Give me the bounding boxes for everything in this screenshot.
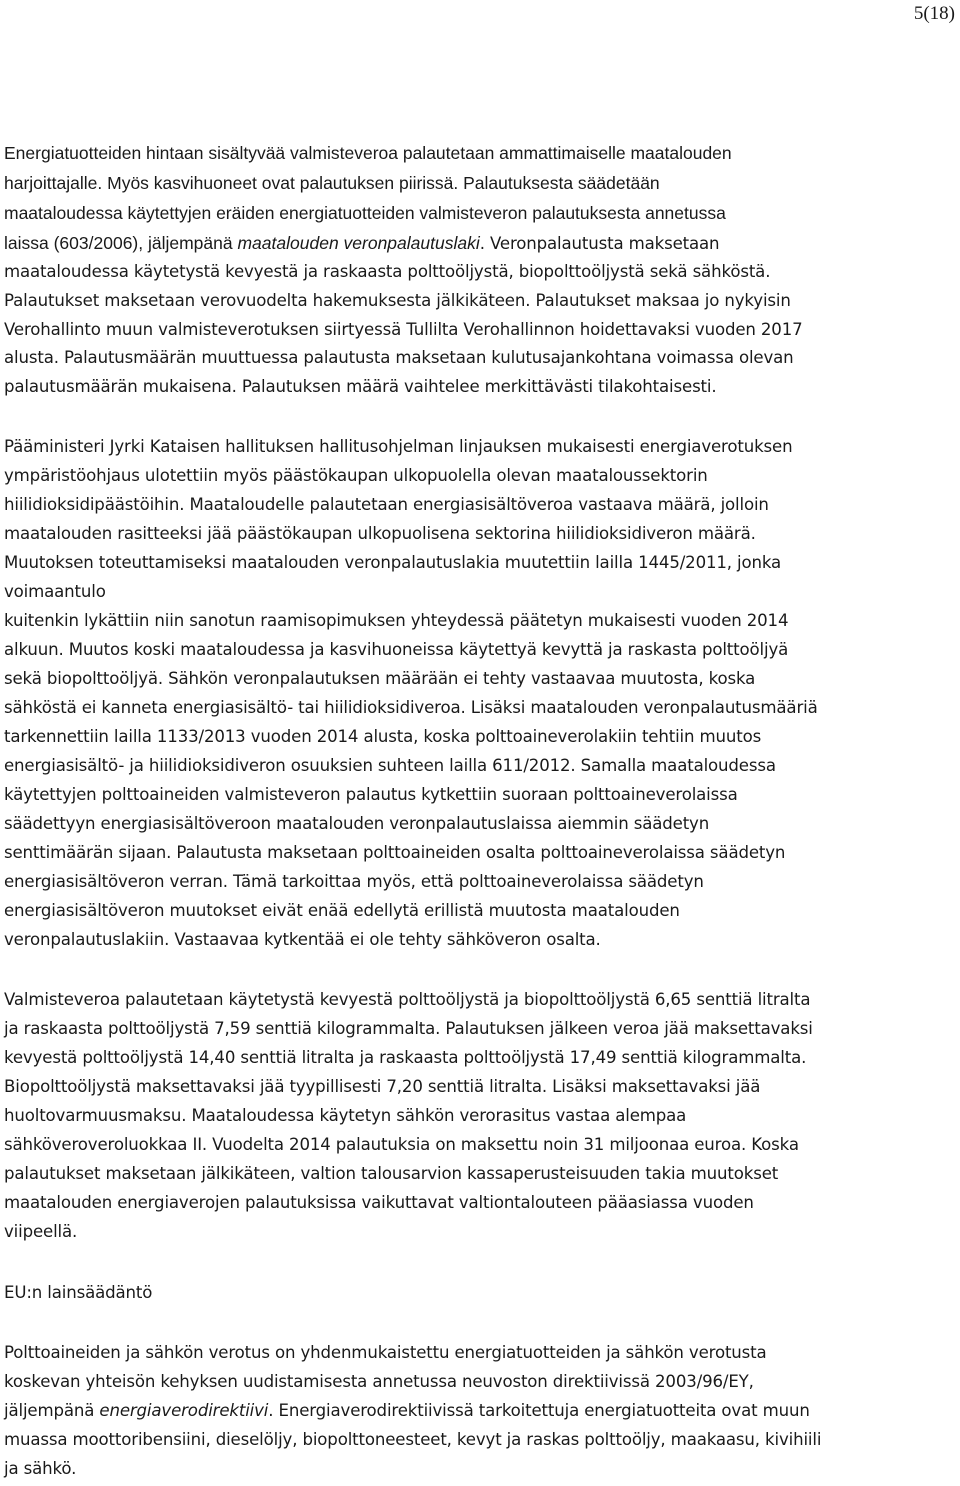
text-line: energiasisältö- ja hiilidioksidiveron osuuksien suhteen lailla 611/2012. Samalla maataloudessa: [4, 756, 776, 775]
text-line: maataloudessa käytettyjen eräiden energiatuotteiden valmisteveron palautuksesta annetussa: [4, 203, 726, 223]
text-line: maatalouden rasitteeksi jää päästökaupan ulkopuolisena sektorina hiilidioksidiveron määrä.: [4, 524, 756, 543]
text-line: jäljempänä energiaverodirektiivi. Energiaverodirektiivissä tarkoitettuja energiatuotteita ovat muun: [4, 1401, 810, 1420]
text-line: alusta. Palautusmäärän muuttuessa palautusta maksetaan kulutusajankohtana voimassa olevan: [4, 348, 794, 367]
text-line: muassa moottoribensiini, dieselöljy, biopolttoneesteet, kevyt ja raskas polttoöljy, maakaasu, kivihiili: [4, 1430, 822, 1449]
text-line: energiasisältöveron muutokset eivät enää edellytä erillistä muutosta maatalouden: [4, 901, 680, 920]
text-line: sähköstä ei kanneta energiasisältö- tai hiilidioksidiveroa. Lisäksi maatalouden veronpalautusmääriä: [4, 698, 818, 717]
text-line: laissa (603/2006), jäljempänä maatalouden veronpalautuslaki. Veronpalautusta maksetaan: [4, 233, 720, 253]
text-line: sähköveroveroluokkaa II. Vuodelta 2014 palautuksia on maksettu noin 31 miljoonaa euroa. Koska: [4, 1135, 799, 1154]
text-line: huoltovarmuusmaksu. Maataloudessa käytetyn sähkön verorasitus vastaa alempaa: [4, 1106, 687, 1125]
text-line: Palautukset maksetaan verovuodelta hakemuksesta jälkikäteen. Palautukset maksaa jo nykyisin: [4, 291, 791, 310]
text-line: senttimäärän sijaan. Palautusta maksetaan polttoaineiden osalta polttoaineverolaissa säädetyn: [4, 843, 786, 862]
text-line: harjoittajalle. Myös kasvihuoneet ovat palautuksen piirissä. Palautuksesta säädetään: [4, 173, 660, 193]
text-line: Polttoaineiden ja sähkön verotus on yhdenmukaistettu energiatuotteiden ja sähkön verotusta: [4, 1343, 767, 1362]
text-line: koskevan yhteisön kehyksen uudistamisesta annetussa neuvoston direktiivissä 2003/96/EY,: [4, 1372, 754, 1391]
text-line: palautukset maksetaan jälkikäteen, valtion talousarvion kassaperusteisuuden takia muutokset: [4, 1164, 779, 1183]
law-short-name: maatalouden veronpalautuslaki: [237, 233, 480, 253]
text-line: Biopolttoöljystä maksettavaksi jää tyypillisesti 7,20 senttiä litralta. Lisäksi maksettavaksi jää: [4, 1077, 761, 1096]
text-line: säädettyyn energiasisältöveroon maatalouden veronpalautuslaissa aiemmin säädetyn: [4, 814, 710, 833]
text-line: sekä biopolttoöljyä. Sähkön veronpalautuksen määrään ei tehty vastaavaa muutosta, koska: [4, 669, 756, 688]
text-line: Energiatuotteiden hintaan sisältyvää valmisteveroa palautetaan ammattimaiselle maatalouden: [4, 143, 732, 163]
text-line: maataloudessa käytetystä kevyestä ja raskaasta polttoöljystä, biopolttoöljystä sekä sähköstä.: [4, 262, 771, 281]
text-line: palautusmäärän mukaisena. Palautuksen määrä vaihtelee merkittävästi tilakohtaisesti.: [4, 377, 717, 396]
text-line: ja raskaasta polttoöljystä 7,59 senttiä kilogrammalta. Palautuksen jälkeen veroa jää maksettavaksi: [4, 1019, 813, 1038]
directive-short-name: energiaverodirektiivi: [99, 1401, 269, 1420]
text-line: energiasisältöveron verran. Tämä tarkoittaa myös, että polttoaineverolaissa säädetyn: [4, 872, 704, 891]
text-line: ja sähkö.: [4, 1459, 77, 1478]
text-line: hiilidioksidipäästöihin. Maataloudelle palautetaan energiasisältöveroa vastaava määrä, jolloin: [4, 495, 769, 514]
section-heading: EU:n lainsäädäntö: [4, 1283, 153, 1302]
text-line: kuitenkin lykättiin niin sanotun raamisopimuksen yhteydessä päätetyn mukaisesti vuoden 2014: [4, 611, 789, 630]
text-line: veronpalautuslakiin. Vastaavaa kytkentää ei ole tehty sähköveron osalta.: [4, 930, 601, 949]
text-line: voimaantulo: [4, 582, 106, 601]
text-line: alkuun. Muutos koski maataloudessa ja kasvihuoneissa käytettyä kevyttä ja raskasta polttoöljyä: [4, 640, 789, 659]
text-line: tarkennettiin lailla 1133/2013 vuoden 2014 alusta, koska polttoaineverolakiin tehtiin muutos: [4, 727, 762, 746]
text-line: kevyestä polttoöljystä 14,40 senttiä litralta ja raskaasta polttoöljystä 17,49 senttiä kilogrammalta.: [4, 1048, 807, 1067]
text-line: Verohallinto muun valmisteverotuksen siirtyessä Tullilta Verohallinnon hoidettavaksi vuoden 2017: [4, 320, 803, 339]
text-line: Valmisteveroa palautetaan käytetystä kevyestä polttoöljystä ja biopolttoöljystä 6,65 senttiä litralta: [4, 990, 811, 1009]
text-line: käytettyjen polttoaineiden valmisteveron palautus kytkettiin suoraan polttoaineverolaissa: [4, 785, 738, 804]
page-number: 5(18): [913, 3, 955, 24]
text-line: viipeellä.: [4, 1222, 78, 1241]
text-line: ympäristöohjaus ulotettiin myös päästökaupan ulkopuolella olevan maataloussektorin: [4, 466, 708, 485]
text-line: Muutoksen toteuttamiseksi maatalouden veronpalautuslakia muutettiin lailla 1445/2011, jonka: [4, 553, 782, 572]
text-line: Pääministeri Jyrki Kataisen hallituksen hallitusohjelman linjauksen mukaisesti energiaverotuksen: [4, 437, 793, 456]
text-line: maatalouden energiaverojen palautuksissa vaikuttavat valtiontalouteen pääasiassa vuoden: [4, 1193, 754, 1212]
